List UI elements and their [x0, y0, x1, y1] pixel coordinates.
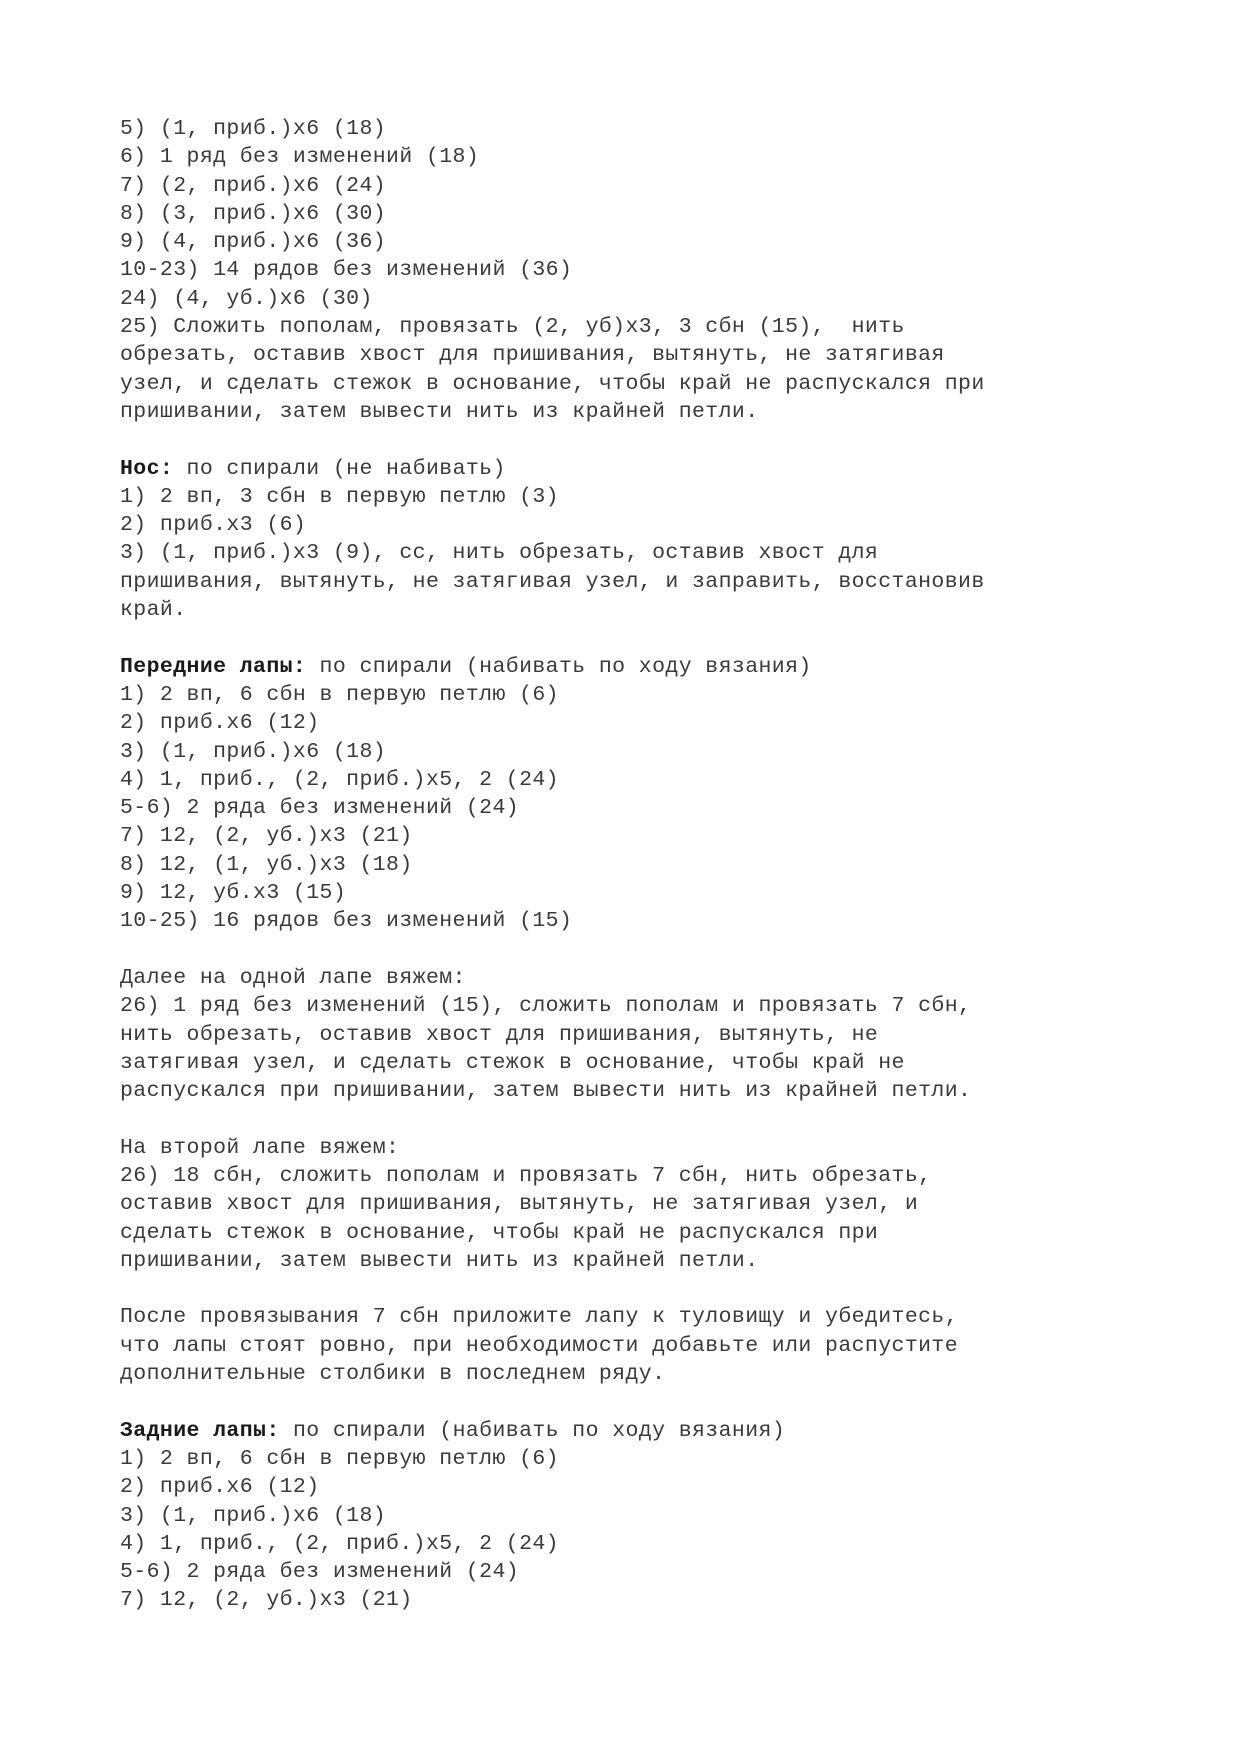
- text-line: После провязывания 7 сбн приложите лапу к туловищу и убедитесь,: [120, 1305, 959, 1330]
- text-line: 7) (2, приб.)x6 (24): [120, 173, 387, 198]
- text-line: дополнительные столбики в последнем ряду.: [120, 1362, 666, 1387]
- section-first-paw: [120, 964, 1140, 1105]
- spacer: [120, 1388, 1140, 1416]
- section-heading: Нос:: [120, 456, 174, 481]
- section-front-paws: [120, 653, 1140, 936]
- text-line: пришивания, вытянуть, не затягивая узел, и заправить, восстановив: [120, 569, 985, 594]
- text-line: узел, и сделать стежок в основание, чтобы край не распускался при: [120, 371, 985, 396]
- text-line: 26) 18 сбн, сложить пополам и провязать 7 сбн, нить обрезать,: [120, 1163, 932, 1188]
- section-continuation: [120, 115, 1140, 426]
- text-line: 25) Сложить пополам, провязать (2, уб)x3, 3 сбн (15), нить: [120, 315, 905, 340]
- text-line: 10-25) 16 рядов без изменений (15): [120, 909, 573, 934]
- section-hind-paws: [120, 1417, 1140, 1615]
- text-line: затягивая узел, и сделать стежок в основание, чтобы край не: [120, 1050, 905, 1075]
- spacer: [120, 936, 1140, 964]
- text-line: 3) (1, приб.)x3 (9), сс, нить обрезать, оставив хвост для: [120, 541, 879, 566]
- text-line: обрезать, оставив хвост для пришивания, вытянуть, не затягивая: [120, 343, 945, 368]
- text-line: 3) (1, приб.)x6 (18): [120, 739, 387, 764]
- text-line: 8) 12, (1, уб.)x3 (18): [120, 852, 413, 877]
- section-heading-line: [120, 1417, 1140, 1445]
- text-line: пришивании, затем вывести нить из крайней петли.: [120, 1248, 759, 1273]
- text-line: Далее на одной лапе вяжем:: [120, 965, 466, 990]
- text-line: 7) 12, (2, уб.)x3 (21): [120, 1588, 413, 1613]
- text-line: 1) 2 вп, 6 сбн в первую петлю (6): [120, 682, 559, 707]
- text-line: 8) (3, приб.)x6 (30): [120, 201, 387, 226]
- section-heading-line: [120, 653, 1140, 681]
- text-line: 2) приб.x6 (12): [120, 711, 320, 736]
- section-nose: [120, 455, 1140, 625]
- text-line: оставив хвост для пришивания, вытянуть, не затягивая узел, и: [120, 1192, 919, 1217]
- section-heading-note: по спирали (не набивать): [173, 456, 506, 481]
- section-heading: Передние лапы:: [120, 654, 307, 679]
- text-line: 10-23) 14 рядов без изменений (36): [120, 258, 573, 283]
- spacer: [120, 1275, 1140, 1303]
- text-line: 24) (4, уб.)x6 (30): [120, 286, 373, 311]
- text-line: пришивании, затем вывести нить из крайней петли.: [120, 399, 759, 424]
- section-heading-note: по спирали (набивать по ходу вязания): [306, 654, 812, 679]
- text-line: что лапы стоят ровно, при необходимости добавьте или распустите: [120, 1333, 959, 1358]
- text-line: 2) приб.x6 (12): [120, 1475, 320, 1500]
- text-line: 6) 1 ряд без изменений (18): [120, 145, 480, 170]
- text-line: 9) (4, приб.)x6 (36): [120, 230, 387, 255]
- spacer: [120, 624, 1140, 652]
- text-line: 2) приб.x3 (6): [120, 513, 307, 538]
- section-heading-note: по спирали (набивать по ходу вязания): [279, 1418, 786, 1443]
- section-note: [120, 1303, 1140, 1388]
- text-line: распускался при пришивании, затем вывести нить из крайней петли.: [120, 1079, 972, 1104]
- spacer: [120, 426, 1140, 454]
- text-line: нить обрезать, оставив хвост для пришивания, вытянуть, не: [120, 1022, 879, 1047]
- text-line: 7) 12, (2, уб.)x3 (21): [120, 824, 413, 849]
- text-line: 5-6) 2 ряда без изменений (24): [120, 1560, 520, 1585]
- text-line: сделать стежок в основание, чтобы край не распускался при: [120, 1220, 879, 1245]
- spacer: [120, 1105, 1140, 1133]
- section-heading: Задние лапы:: [120, 1418, 280, 1443]
- text-line: 9) 12, уб.x3 (15): [120, 881, 347, 906]
- text-line: край.: [120, 598, 187, 623]
- section-heading-line: [120, 455, 1140, 483]
- text-line: 5) (1, приб.)x6 (18): [120, 117, 387, 141]
- text-line: 3) (1, приб.)x6 (18): [120, 1503, 387, 1528]
- text-line: 1) 2 вп, 3 сбн в первую петлю (3): [120, 484, 559, 509]
- text-line: 5-6) 2 ряда без изменений (24): [120, 796, 520, 821]
- text-line: На второй лапе вяжем:: [120, 1135, 400, 1160]
- document-page: [120, 115, 1140, 1615]
- text-line: 4) 1, приб., (2, приб.)x5, 2 (24): [120, 1531, 559, 1556]
- text-line: 4) 1, приб., (2, приб.)x5, 2 (24): [120, 767, 559, 792]
- section-second-paw: [120, 1134, 1140, 1275]
- text-line: 1) 2 вп, 6 сбн в первую петлю (6): [120, 1446, 559, 1471]
- text-line: 26) 1 ряд без изменений (15), сложить пополам и провязать 7 сбн,: [120, 994, 972, 1019]
